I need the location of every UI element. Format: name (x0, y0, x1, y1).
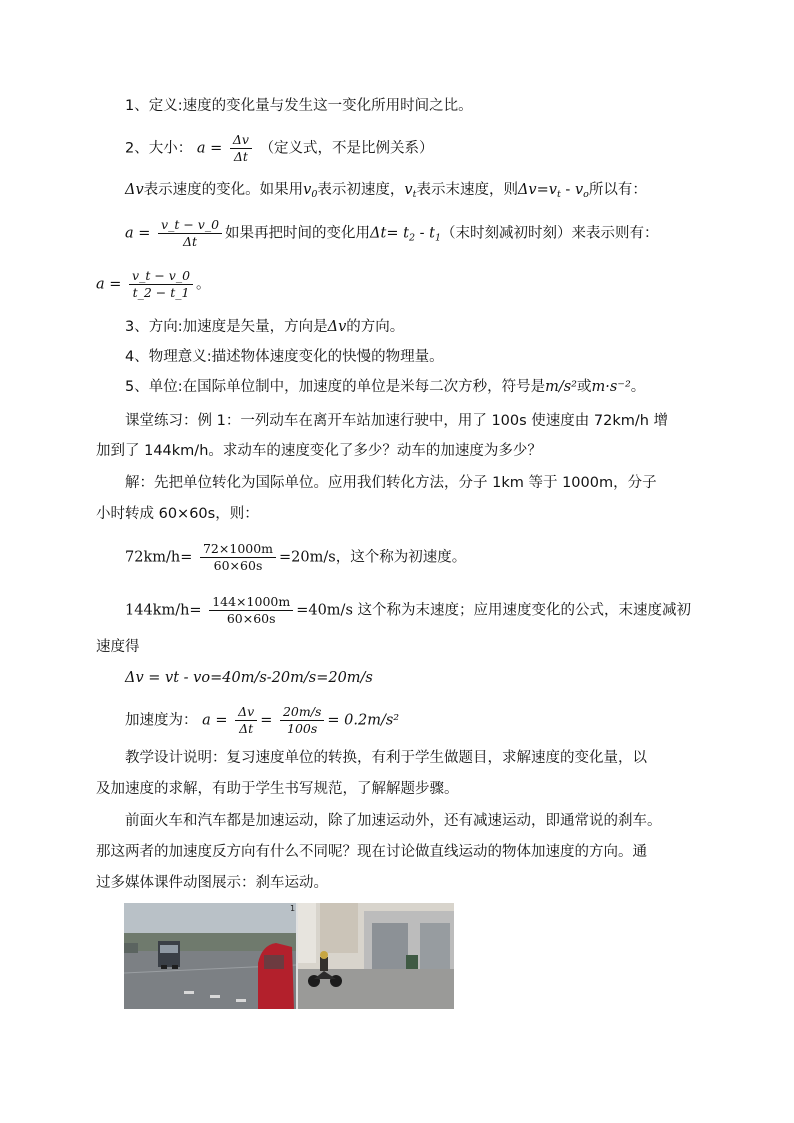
design-note-line-1: 教学设计说明：复习速度单位的转换，有利于学生做题目，求解速度的变化量，以 (125, 750, 647, 766)
velocity-difference-line: Δv = vt - vo=40m/s-20m/s=20m/s (125, 670, 373, 686)
image-marker: 1 (290, 904, 296, 913)
braking-motion-illustration (124, 903, 454, 1009)
velocity-change-line: Δv表示速度的变化。如果用$v_0$表示初速度，$v_t$表示末速度，则$\Delta v=v_t - v_o$所以有： (125, 182, 647, 200)
formula-fraction: $\frac{\Delta v}{\Delta t}$ (230, 132, 252, 165)
final-speed-line-2: 速度得 (96, 639, 140, 655)
time-change-line: a = $\frac{v\_t - v\_0}{\Delta t}$ 如果再把时间的变化用$\Delta t= t_2 - t_1$（末时刻减初时刻）来表示则有： (125, 217, 659, 249)
magnitude-line: 2、大小： a = $\frac{\Delta v}{\Delta t}$ （定义式，不是比例关系） (125, 132, 434, 164)
formula-fraction: $\frac{v\_t - v\_0}{t\_2 - t\_1}$ (129, 268, 193, 301)
formula-fraction: $\frac{20m/s}{100s}$ (280, 704, 324, 737)
solution-line-1: 解：先把单位转化为国际单位。应用我们转化方法，分子 1km 等于 1000m，分子 (125, 475, 657, 491)
braking-intro-line-3: 过多媒体课件动图展示：刹车运动。 (96, 875, 328, 891)
exercise-line-1: 课堂练习：例 1：一列动车在离开车站加速行驶中，用了 100s 使速度由 72km/h 增 (125, 413, 669, 429)
definition-line: 1、定义:速度的变化量与发生这一变化所用时间之比。 (125, 98, 473, 114)
formula-fraction: $\frac{v\_t - v\_0}{\Delta t}$ (158, 217, 222, 250)
unit-line: 5、单位:在国际单位制中，加速度的单位是米每二次方秒，符号是m/s²或m·s⁻²。 (125, 379, 646, 395)
acceleration-result-line: 加速度为： a = $\frac{\Delta v}{\Delta t}$ = $\frac{20m/s}{100s}$ = 0.2m/s² (125, 704, 400, 736)
initial-speed-line: 72km/h= $\frac{72\times 1000m}{60\times 60s}$ =20m/s，这个称为初速度。 (125, 541, 467, 573)
final-speed-line: 144km/h= $\frac{144\times 1000m}{60\times 60s}$ =40m/s 这个称为末速度；应用速度变化的公式，末速度减初 (125, 594, 691, 626)
design-note-line-2: 及加速度的求解，有助于学生书写规范，了解解题步骤。 (96, 781, 459, 797)
acceleration-formula-line: a = $\frac{v\_t - v\_0}{t\_2 - t\_1}$ 。 (96, 268, 211, 300)
formula-fraction: $\frac{72\times 1000m}{60\times 60s}$ (200, 541, 276, 574)
meaning-line: 4、物理意义:描述物体速度变化的快慢的物理量。 (125, 349, 444, 365)
exercise-line-2: 加到了 144km/h。求动车的速度变化了多少？动车的加速度为多少？ (96, 443, 542, 459)
braking-intro-line-2: 那这两者的加速度反方向有什么不同呢？现在讨论做直线运动的物体加速度的方向。通 (96, 844, 647, 860)
braking-intro-line-1: 前面火车和汽车都是加速运动，除了加速运动外，还有减速运动，即通常说的刹车。 (125, 813, 662, 829)
formula-fraction: $\frac{\Delta v}{\Delta t}$ (235, 704, 257, 737)
formula-fraction: $\frac{144\times 1000m}{60\times 60s}$ (209, 594, 293, 627)
braking-motion-image (124, 903, 454, 1009)
direction-line: 3、方向:加速度是矢量，方向是Δv的方向。 (125, 319, 405, 335)
solution-line-2: 小时转成 60×60s，则： (96, 506, 259, 522)
